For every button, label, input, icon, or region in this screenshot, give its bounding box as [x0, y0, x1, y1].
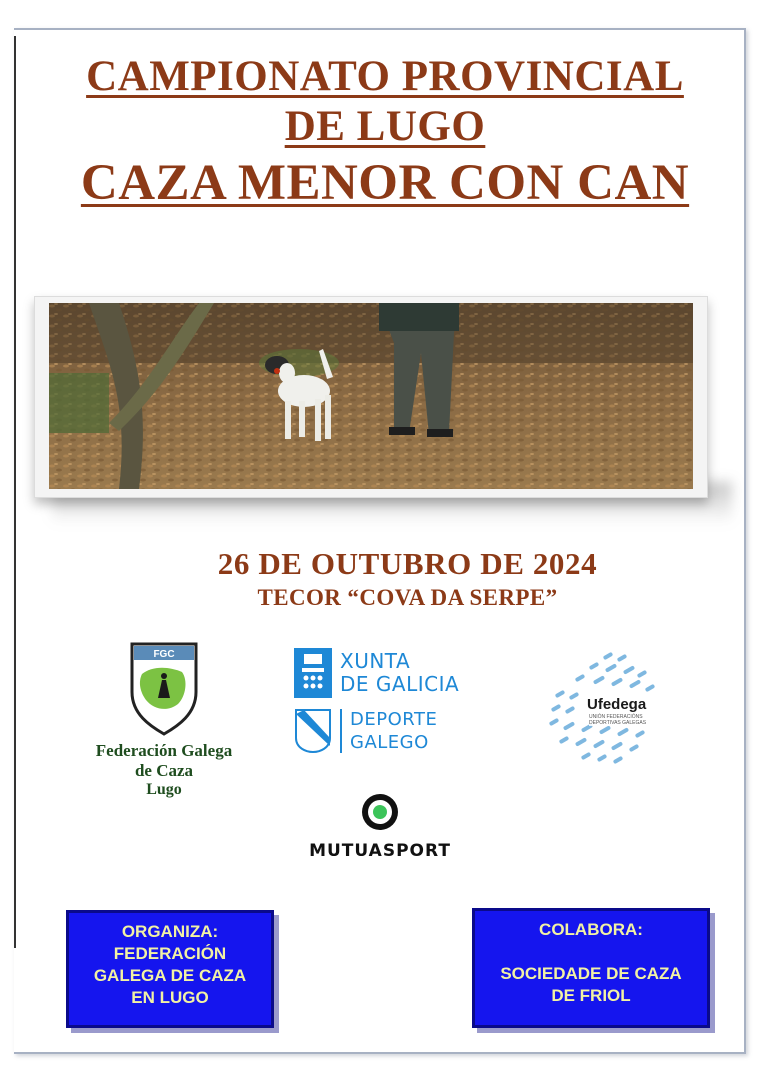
event-venue: TECOR “COVA DA SERPE”: [257, 585, 558, 610]
fgc-badge-text: FGC: [153, 649, 175, 660]
photo-image: [49, 303, 693, 489]
left-rule: [14, 36, 16, 948]
fgc-shield-icon: [128, 640, 200, 736]
xunta-crest-icon: [294, 648, 332, 698]
xunta-logo: [294, 648, 494, 754]
deporte-separator: [340, 709, 342, 753]
mutuasport-target-icon: [360, 792, 400, 832]
title-line-3: CAZA MENOR CON CAN: [80, 155, 690, 211]
organiza-label: ORGANIZA:: [121, 922, 219, 941]
ufedega-name: Ufedega: [587, 696, 647, 713]
organiza-line-3: EN LUGO: [131, 988, 209, 1007]
organiza-line-1: FEDERACIÓN: [113, 944, 227, 963]
poster-title: [40, 52, 730, 214]
colabora-box: [472, 908, 710, 1028]
hunting-photo: [34, 296, 714, 516]
colabora-label: COLABORA:: [539, 920, 643, 939]
ufedega-logo: [545, 650, 675, 770]
fgc-name-line-2: de Caza: [134, 761, 194, 780]
fgc-name-line-1: Federación Galega: [95, 741, 233, 760]
fgc-name-line-3: Lugo: [146, 781, 182, 798]
mutuasport-logo: [300, 792, 460, 861]
xunta-line-2: DE GALICIA: [340, 672, 460, 696]
deporte-line-1: DEPORTE: [350, 709, 438, 730]
event-date: 26 DE OUTUBRO DE 2024: [217, 546, 598, 581]
organiza-line-2: GALEGA DE CAZA: [93, 966, 247, 985]
title-line-1: CAMPIONATO PROVINCIAL: [86, 53, 684, 100]
deporte-line-2: GALEGO: [350, 732, 429, 753]
colabora-spacer: [475, 941, 707, 963]
mutuasport-name: MUTUASPORT: [309, 841, 451, 861]
colabora-line-1: SOCIEDADE DE CAZA: [500, 964, 682, 983]
galicia-flag-icon: [294, 708, 332, 754]
event-info: [0, 544, 769, 612]
fgc-logo: [76, 640, 252, 799]
ufedega-subtitle: UNIÓN FEDERACIÓNS DEPORTIVAS GALEGAS: [589, 714, 675, 726]
colabora-line-2: DE FRIOL: [551, 986, 631, 1005]
title-line-2: DE LUGO: [284, 103, 486, 150]
organiza-box: [66, 910, 274, 1028]
photo-frame: [34, 296, 708, 498]
xunta-line-1: XUNTA: [340, 649, 411, 673]
